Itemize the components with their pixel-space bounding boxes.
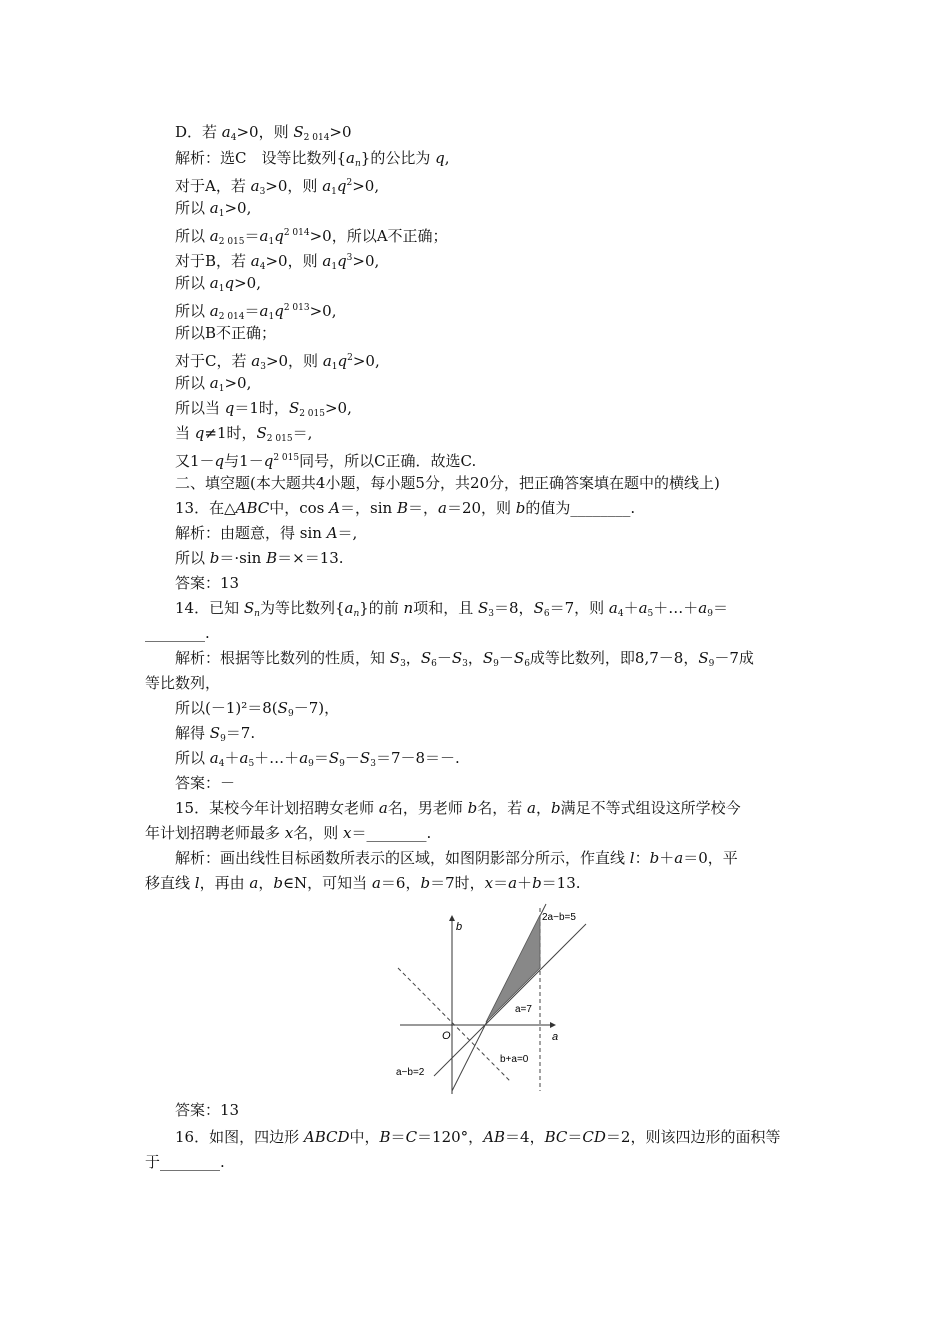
question-14-blank: ________.: [145, 624, 210, 642]
label-origin: O: [442, 1030, 451, 1042]
analysis-line: 解得 $S_9=7$.: [175, 724, 256, 744]
question-15: 年计划招聘老师最多 x名，则 x＝________.: [145, 824, 432, 842]
analysis-line: 所以 $a_1>0$,: [175, 374, 252, 394]
analysis-line: 所以 $a_{2 015}=a_1q^{2 014}>0$，所以A不正确；: [175, 227, 448, 247]
analysis-line: 所以 b＝·sin B＝×＝13.: [175, 549, 344, 567]
label-a-b-2: a−b=2: [396, 1067, 425, 1078]
analysis-line: 解析：由题意，得 sin A＝,: [175, 524, 358, 542]
analysis-line: 当 q≠1时，$S_{2 015}=$,: [175, 424, 313, 444]
analysis-line: 对于A，若 $a_3>0$，则 $a_1q^2>0$,: [175, 177, 380, 197]
analysis-line: 所以 $a_{2 014}=a_1q^{2 013}>0$,: [175, 302, 337, 322]
answer-14: 答案：－: [175, 774, 236, 792]
question-13: 13．在△ABC中，cos A＝，sin B＝，a＝20，则 b的值为________.: [175, 499, 636, 517]
question-16: 16．如图，四边形 ABCD中，B＝C＝120°，AB＝4，BC＝CD＝2，则该四边形的面积等: [175, 1128, 781, 1146]
answer-13: 答案：13: [175, 574, 240, 592]
question-14: 14．已知 $S_n$为等比数列$\{a_n\}$的前 n项和，且 $S_3=8$，$S_6=7$，则 $a_4+a_5+\dots+a_9=$: [175, 599, 728, 619]
analysis-line: 所以 $a_1>0$,: [175, 199, 252, 219]
analysis-line: 所以$(-1)^2=8(S_9-7)$，: [175, 699, 340, 719]
analysis-line: 又1－q与$1-q^{2 015}$同号，所以C正确．故选C.: [175, 452, 477, 470]
analysis-line: 解析：选C 设等比数列$\{a_n\}$的公比为 q,: [175, 149, 450, 169]
label-a-7: a=7: [515, 1004, 532, 1015]
option-d-line: D．若 $a_4>0$，则 $S_{2 014}>0$: [175, 123, 352, 143]
analysis-line: 所以B不正确；: [175, 324, 277, 342]
question-16-blank: 于________.: [145, 1153, 225, 1171]
analysis-line: 对于C，若 $a_3>0$，则 $a_1q^2>0$,: [175, 352, 380, 372]
analysis-line: 所以 $a_1q>0$,: [175, 274, 261, 294]
analysis-line: 解析：根据等比数列的性质，知 $S_3$，$S_6-S_3$，$S_9-S_6$成等比数列，即8,7－8，$S_9-7$成: [175, 649, 754, 669]
label-b: b: [456, 921, 463, 933]
section-heading: 二、填空题(本大题共4小题，每小题5分，共20分，把正确答案填在题中的横线上): [175, 474, 720, 492]
question-15: 15．某校今年计划招聘女老师 a名，男老师 b名，若 a，b满足不等式组设这所学校今: [175, 799, 741, 817]
answer-15: 答案：13: [175, 1101, 240, 1119]
analysis-line: 所以当 q＝1时，$S_{2 015}>0$,: [175, 399, 352, 419]
label-2a-b-5: 2a−b=5: [542, 912, 576, 923]
analysis-line: 对于B，若 $a_4>0$，则 $a_1q^3>0$,: [175, 252, 380, 272]
label-a: a: [552, 1031, 559, 1043]
linear-programming-figure: [390, 906, 576, 1096]
analysis-line: 等比数列，: [145, 674, 221, 692]
analysis-line: 所以 $a_4+a_5+\dots+a_9=S_9-S_3=7-8=-$.: [175, 749, 460, 769]
analysis-line: 解析：画出线性目标函数所表示的区域，如图阴影部分所示，作直线 l：b＋a＝0，平: [175, 849, 738, 867]
label-b-a-0: b+a=0: [500, 1054, 529, 1065]
analysis-line: 移直线 l，再由 a，b∈N，可知当 a＝6，b＝7时，x＝a＋b＝13.: [145, 874, 581, 892]
